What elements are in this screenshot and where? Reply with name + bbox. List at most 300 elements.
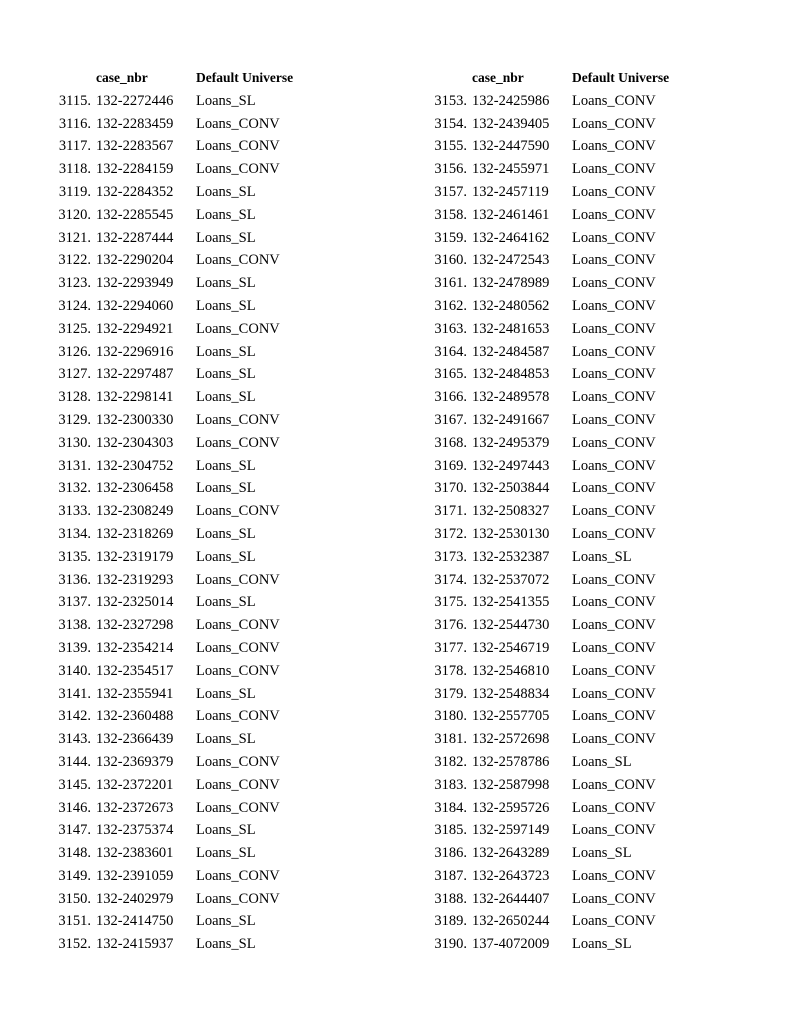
case-nbr-cell: 132-2439405: [472, 115, 550, 132]
table-row: [432, 477, 692, 500]
default-universe-cell: Loans_CONV: [196, 503, 280, 520]
default-universe-cell: Loans_SL: [196, 731, 256, 748]
default-universe-cell: Loans_CONV: [572, 252, 656, 269]
default-universe-cell: Loans_CONV: [196, 617, 280, 634]
table-row: [56, 842, 316, 865]
table-row: [432, 409, 692, 432]
table-row: [56, 614, 316, 637]
default-universe-cell: Loans_CONV: [572, 617, 656, 634]
default-universe-cell: Loans_CONV: [572, 343, 656, 360]
row-index: 3121.: [58, 229, 91, 246]
table-row: [56, 523, 316, 546]
default-universe-cell: Loans_SL: [196, 685, 256, 702]
table-row: [432, 318, 692, 341]
case-nbr-cell: 132-2548834: [472, 685, 550, 702]
table-row: [56, 819, 316, 842]
default-universe-cell: Loans_SL: [196, 525, 256, 542]
default-universe-cell: Loans_SL: [196, 206, 256, 223]
table-row: [432, 363, 692, 386]
row-index: 3190.: [434, 936, 467, 953]
table-row: [56, 637, 316, 660]
default-universe-cell: Loans_SL: [196, 366, 256, 383]
case-nbr-cell: 132-2284352: [96, 183, 174, 200]
case-nbr-cell: 132-2375374: [96, 822, 174, 839]
table-row: [432, 637, 692, 660]
case-nbr-cell: 132-2464162: [472, 229, 550, 246]
table-row: [432, 660, 692, 683]
case-nbr-cell: 137-4072009: [472, 936, 550, 953]
row-index: 3118.: [58, 161, 91, 178]
case-nbr-cell: 132-2304303: [96, 434, 174, 451]
row-index: 3162.: [434, 297, 467, 314]
case-nbr-cell: 132-2284159: [96, 161, 174, 178]
case-nbr-cell: 132-2294060: [96, 297, 174, 314]
row-index: 3153.: [434, 92, 467, 109]
default-universe-cell: Loans_SL: [196, 297, 256, 314]
table-body: [56, 90, 316, 956]
default-universe-cell: Loans_CONV: [196, 867, 280, 884]
row-index: 3127.: [58, 366, 91, 383]
row-index: 3122.: [58, 252, 91, 269]
table-row: [432, 500, 692, 523]
case-nbr-cell: 132-2319293: [96, 571, 174, 588]
table-row: [56, 751, 316, 774]
case-nbr-cell: 132-2355941: [96, 685, 174, 702]
default-universe-cell: Loans_SL: [196, 183, 256, 200]
table-row: [432, 774, 692, 797]
default-universe-cell: Loans_CONV: [572, 525, 656, 542]
default-universe-cell: Loans_CONV: [196, 571, 280, 588]
case-nbr-cell: 132-2372201: [96, 776, 174, 793]
case-nbr-cell: 132-2383601: [96, 845, 174, 862]
row-index: 3165.: [434, 366, 467, 383]
case-nbr-cell: 132-2597149: [472, 822, 550, 839]
case-nbr-cell: 132-2484587: [472, 343, 550, 360]
table-row: [432, 842, 692, 865]
default-universe-cell: Loans_CONV: [572, 571, 656, 588]
table-row: [56, 249, 316, 272]
row-index: 3130.: [58, 434, 91, 451]
table-row: [56, 477, 316, 500]
case-nbr-cell: 132-2287444: [96, 229, 174, 246]
row-index: 3134.: [58, 525, 91, 542]
table-row: [432, 910, 692, 933]
row-index: 3155.: [434, 138, 467, 155]
table-row: [56, 204, 316, 227]
case-nbr-cell: 132-2503844: [472, 480, 550, 497]
table-row: [56, 409, 316, 432]
default-universe-cell: Loans_SL: [196, 275, 256, 292]
row-index: 3133.: [58, 503, 91, 520]
table-row: [432, 933, 692, 956]
default-universe-cell: Loans_CONV: [572, 480, 656, 497]
default-universe-cell: Loans_CONV: [572, 434, 656, 451]
table-row: [56, 363, 316, 386]
row-index: 3154.: [434, 115, 467, 132]
default-universe-cell: Loans_CONV: [572, 138, 656, 155]
row-index: 3128.: [58, 389, 91, 406]
table-row: [432, 204, 692, 227]
case-nbr-cell: 132-2508327: [472, 503, 550, 520]
table-header: [56, 67, 316, 90]
default-universe-cell: Loans_CONV: [196, 799, 280, 816]
table-row: [56, 341, 316, 364]
table-row: [56, 591, 316, 614]
default-universe-cell: Loans_CONV: [572, 320, 656, 337]
row-index: 3138.: [58, 617, 91, 634]
default-universe-cell: Loans_SL: [572, 936, 632, 953]
default-universe-cell: Loans_CONV: [196, 161, 280, 178]
row-index: 3131.: [58, 457, 91, 474]
table-row: [56, 705, 316, 728]
default-universe-cell: Loans_SL: [196, 936, 256, 953]
table-row: [432, 135, 692, 158]
table-row: [56, 318, 316, 341]
default-universe-cell: Loans_CONV: [572, 411, 656, 428]
table-row: [432, 569, 692, 592]
default-universe-cell: Loans_CONV: [196, 708, 280, 725]
case-nbr-cell: 132-2530130: [472, 525, 550, 542]
table-row: [56, 455, 316, 478]
table-row: [56, 683, 316, 706]
index-header: [432, 67, 472, 90]
default-universe-cell: Loans_CONV: [572, 297, 656, 314]
default-universe-cell: Loans_CONV: [572, 867, 656, 884]
table-row: [432, 728, 692, 751]
row-index: 3126.: [58, 343, 91, 360]
row-index: 3125.: [58, 320, 91, 337]
default-universe-cell: Loans_SL: [572, 753, 632, 770]
row-index: 3151.: [58, 913, 91, 930]
row-index: 3124.: [58, 297, 91, 314]
row-index: 3159.: [434, 229, 467, 246]
case-nbr-cell: 132-2325014: [96, 594, 174, 611]
table-row: [56, 227, 316, 250]
default-universe-cell: Loans_SL: [196, 913, 256, 930]
case-nbr-cell: 132-2327298: [96, 617, 174, 634]
table-row: [432, 90, 692, 113]
row-index: 3183.: [434, 776, 467, 793]
table-row: [56, 432, 316, 455]
row-index: 3164.: [434, 343, 467, 360]
case-nbr-cell: 132-2472543: [472, 252, 550, 269]
row-index: 3141.: [58, 685, 91, 702]
default-universe-cell: Loans_CONV: [572, 366, 656, 383]
default-universe-cell: Loans_CONV: [196, 138, 280, 155]
case-nbr-cell: 132-2457119: [472, 183, 549, 200]
default-universe-cell: Loans_CONV: [572, 708, 656, 725]
table-row: [432, 455, 692, 478]
table-row: [432, 751, 692, 774]
table-row: [432, 523, 692, 546]
table-row: [432, 432, 692, 455]
row-index: 3172.: [434, 525, 467, 542]
default-universe-cell: Loans_CONV: [196, 115, 280, 132]
case-nbr-cell: 132-2283459: [96, 115, 174, 132]
table-row: [432, 249, 692, 272]
table-row: [432, 819, 692, 842]
row-index: 3140.: [58, 662, 91, 679]
table-row: [56, 910, 316, 933]
row-index: 3177.: [434, 639, 467, 656]
case-nbr-cell: 132-2283567: [96, 138, 174, 155]
row-index: 3117.: [58, 138, 91, 155]
row-index: 3189.: [434, 913, 467, 930]
row-index: 3179.: [434, 685, 467, 702]
default-universe-cell: Loans_SL: [196, 92, 256, 109]
case-nbr-header: case_nbr: [472, 70, 524, 85]
case-nbr-cell: 132-2319179: [96, 548, 174, 565]
table-row: [432, 181, 692, 204]
case-nbr-cell: 132-2572698: [472, 731, 550, 748]
case-nbr-cell: 132-2557705: [472, 708, 550, 725]
table-row: [56, 728, 316, 751]
row-index: 3176.: [434, 617, 467, 634]
case-nbr-cell: 132-2480562: [472, 297, 550, 314]
table-row: [56, 888, 316, 911]
table-row: [56, 865, 316, 888]
case-nbr-cell: 132-2489578: [472, 389, 550, 406]
row-index: 3132.: [58, 480, 91, 497]
default-universe-cell: Loans_CONV: [572, 639, 656, 656]
row-index: 3123.: [58, 275, 91, 292]
case-nbr-cell: 132-2296916: [96, 343, 174, 360]
case-nbr-cell: 132-2402979: [96, 890, 174, 907]
case-nbr-cell: 132-2293949: [96, 275, 174, 292]
case-nbr-cell: 132-2369379: [96, 753, 174, 770]
table-row: [432, 295, 692, 318]
table-row: [432, 272, 692, 295]
default-universe-cell: Loans_CONV: [572, 731, 656, 748]
case-nbr-cell: 132-2391059: [96, 867, 174, 884]
table-row: [432, 386, 692, 409]
default-universe-cell: Loans_CONV: [572, 206, 656, 223]
case-nbr-cell: 132-2644407: [472, 890, 550, 907]
default-universe-cell: Loans_CONV: [572, 389, 656, 406]
row-index: 3184.: [434, 799, 467, 816]
default-universe-cell: Loans_CONV: [196, 639, 280, 656]
default-universe-cell: Loans_SL: [572, 845, 632, 862]
default-universe-cell: Loans_SL: [196, 229, 256, 246]
row-index: 3142.: [58, 708, 91, 725]
case-nbr-cell: 132-2306458: [96, 480, 174, 497]
default-universe-cell: Loans_CONV: [572, 594, 656, 611]
row-index: 3185.: [434, 822, 467, 839]
table-row: [56, 181, 316, 204]
case-nbr-cell: 132-2643289: [472, 845, 550, 862]
row-index: 3148.: [58, 845, 91, 862]
default-universe-cell: Loans_CONV: [572, 503, 656, 520]
case-nbr-cell: 132-2541355: [472, 594, 550, 611]
table-row: [56, 158, 316, 181]
case-nbr-cell: 132-2366439: [96, 731, 174, 748]
default-universe-cell: Loans_CONV: [196, 776, 280, 793]
row-index: 3120.: [58, 206, 91, 223]
row-index: 3167.: [434, 411, 467, 428]
default-universe-cell: Loans_CONV: [572, 115, 656, 132]
case-nbr-cell: 132-2294921: [96, 320, 174, 337]
default-universe-cell: Loans_SL: [196, 845, 256, 862]
case-nbr-cell: 132-2354214: [96, 639, 174, 656]
case-nbr-cell: 132-2414750: [96, 913, 174, 930]
case-nbr-cell: 132-2532387: [472, 548, 550, 565]
row-index: 3157.: [434, 183, 467, 200]
case-nbr-cell: 132-2546719: [472, 639, 550, 656]
row-index: 3119.: [58, 183, 91, 200]
default-universe-cell: Loans_CONV: [572, 183, 656, 200]
row-index: 3182.: [434, 753, 467, 770]
case-nbr-cell: 132-2360488: [96, 708, 174, 725]
default-universe-cell: Loans_CONV: [572, 92, 656, 109]
default-universe-cell: Loans_CONV: [196, 890, 280, 907]
row-index: 3187.: [434, 867, 467, 884]
row-index: 3116.: [58, 115, 91, 132]
row-index: 3137.: [58, 594, 91, 611]
row-index: 3168.: [434, 434, 467, 451]
table-row: [432, 227, 692, 250]
case-nbr-cell: 132-2415937: [96, 936, 174, 953]
default-universe-cell: Loans_CONV: [572, 890, 656, 907]
row-index: 3158.: [434, 206, 467, 223]
table-header: [432, 67, 692, 90]
table-row: [432, 683, 692, 706]
table-row: [56, 933, 316, 956]
case-nbr-cell: 132-2484853: [472, 366, 550, 383]
row-index: 3161.: [434, 275, 467, 292]
default-universe-cell: Loans_CONV: [572, 799, 656, 816]
table-row: [432, 113, 692, 136]
table-row: [432, 341, 692, 364]
row-index: 3186.: [434, 845, 467, 862]
table-row: [432, 797, 692, 820]
table-row: [56, 90, 316, 113]
table-row: [56, 569, 316, 592]
default-universe-cell: Loans_CONV: [196, 662, 280, 679]
default-universe-cell: Loans_SL: [196, 548, 256, 565]
case-nbr-cell: 132-2587998: [472, 776, 550, 793]
case-nbr-header: case_nbr: [96, 70, 148, 85]
row-index: 3156.: [434, 161, 467, 178]
row-index: 3143.: [58, 731, 91, 748]
case-nbr-cell: 132-2455971: [472, 161, 550, 178]
case-nbr-cell: 132-2495379: [472, 434, 550, 451]
row-index: 3180.: [434, 708, 467, 725]
default-universe-cell: Loans_SL: [196, 389, 256, 406]
default-universe-cell: Loans_SL: [196, 343, 256, 360]
case-nbr-cell: 132-2537072: [472, 571, 550, 588]
case-nbr-cell: 132-2546810: [472, 662, 550, 679]
row-index: 3181.: [434, 731, 467, 748]
default-universe-cell: Loans_CONV: [572, 822, 656, 839]
row-index: 3169.: [434, 457, 467, 474]
default-universe-cell: Loans_CONV: [572, 662, 656, 679]
default-universe-header: Default Universe: [196, 70, 294, 85]
row-index: 3146.: [58, 799, 91, 816]
default-universe-cell: Loans_CONV: [196, 434, 280, 451]
default-universe-cell: Loans_CONV: [572, 457, 656, 474]
case-nbr-cell: 132-2304752: [96, 457, 174, 474]
table-row: [56, 113, 316, 136]
case-nbr-cell: 132-2578786: [472, 753, 550, 770]
default-universe-cell: Loans_SL: [196, 822, 256, 839]
case-nbr-cell: 132-2372673: [96, 799, 174, 816]
row-index: 3135.: [58, 548, 91, 565]
row-index: 3147.: [58, 822, 91, 839]
case-nbr-cell: 132-2272446: [96, 92, 174, 109]
default-universe-cell: Loans_CONV: [572, 229, 656, 246]
case-nbr-cell: 132-2481653: [472, 320, 550, 337]
row-index: 3139.: [58, 639, 91, 656]
default-universe-cell: Loans_CONV: [572, 685, 656, 702]
case-nbr-cell: 132-2461461: [472, 206, 550, 223]
row-index: 3170.: [434, 480, 467, 497]
case-nbr-cell: 132-2354517: [96, 662, 174, 679]
case-nbr-cell: 132-2650244: [472, 913, 550, 930]
default-universe-cell: Loans_CONV: [196, 252, 280, 269]
default-universe-cell: Loans_CONV: [196, 411, 280, 428]
row-index: 3188.: [434, 890, 467, 907]
table-row: [432, 865, 692, 888]
table-row: [56, 295, 316, 318]
table-row: [56, 272, 316, 295]
left-table: [56, 67, 316, 956]
row-index: 3150.: [58, 890, 91, 907]
table-row: [432, 546, 692, 569]
row-index: 3115.: [58, 92, 91, 109]
table-row: [56, 386, 316, 409]
table-row: [56, 797, 316, 820]
default-universe-cell: Loans_SL: [196, 457, 256, 474]
row-index: 3129.: [58, 411, 91, 428]
default-universe-cell: Loans_CONV: [572, 913, 656, 930]
row-index: 3173.: [434, 548, 467, 565]
case-nbr-cell: 132-2497443: [472, 457, 550, 474]
case-nbr-cell: 132-2298141: [96, 389, 174, 406]
case-nbr-cell: 132-2478989: [472, 275, 550, 292]
table-body: [432, 90, 692, 956]
row-index: 3144.: [58, 753, 91, 770]
row-index: 3149.: [58, 867, 91, 884]
default-universe-cell: Loans_CONV: [572, 275, 656, 292]
row-index: 3145.: [58, 776, 91, 793]
table-row: [56, 774, 316, 797]
default-universe-cell: Loans_SL: [572, 548, 632, 565]
row-index: 3171.: [434, 503, 467, 520]
case-nbr-cell: 132-2290204: [96, 252, 174, 269]
row-index: 3174.: [434, 571, 467, 588]
default-universe-cell: Loans_CONV: [196, 320, 280, 337]
case-nbr-cell: 132-2425986: [472, 92, 550, 109]
table-row: [432, 705, 692, 728]
default-universe-cell: Loans_CONV: [572, 776, 656, 793]
case-nbr-cell: 132-2297487: [96, 366, 174, 383]
row-index: 3166.: [434, 389, 467, 406]
default-universe-cell: Loans_CONV: [196, 753, 280, 770]
case-nbr-cell: 132-2300330: [96, 411, 174, 428]
table-row: [56, 546, 316, 569]
table-row: [56, 500, 316, 523]
default-universe-cell: Loans_SL: [196, 480, 256, 497]
row-index: 3163.: [434, 320, 467, 337]
case-nbr-cell: 132-2318269: [96, 525, 174, 542]
case-nbr-cell: 132-2544730: [472, 617, 550, 634]
case-nbr-cell: 132-2308249: [96, 503, 174, 520]
index-header: [56, 67, 96, 90]
table-row: [56, 660, 316, 683]
default-universe-cell: Loans_CONV: [572, 161, 656, 178]
table-row: [432, 591, 692, 614]
case-nbr-cell: 132-2491667: [472, 411, 550, 428]
